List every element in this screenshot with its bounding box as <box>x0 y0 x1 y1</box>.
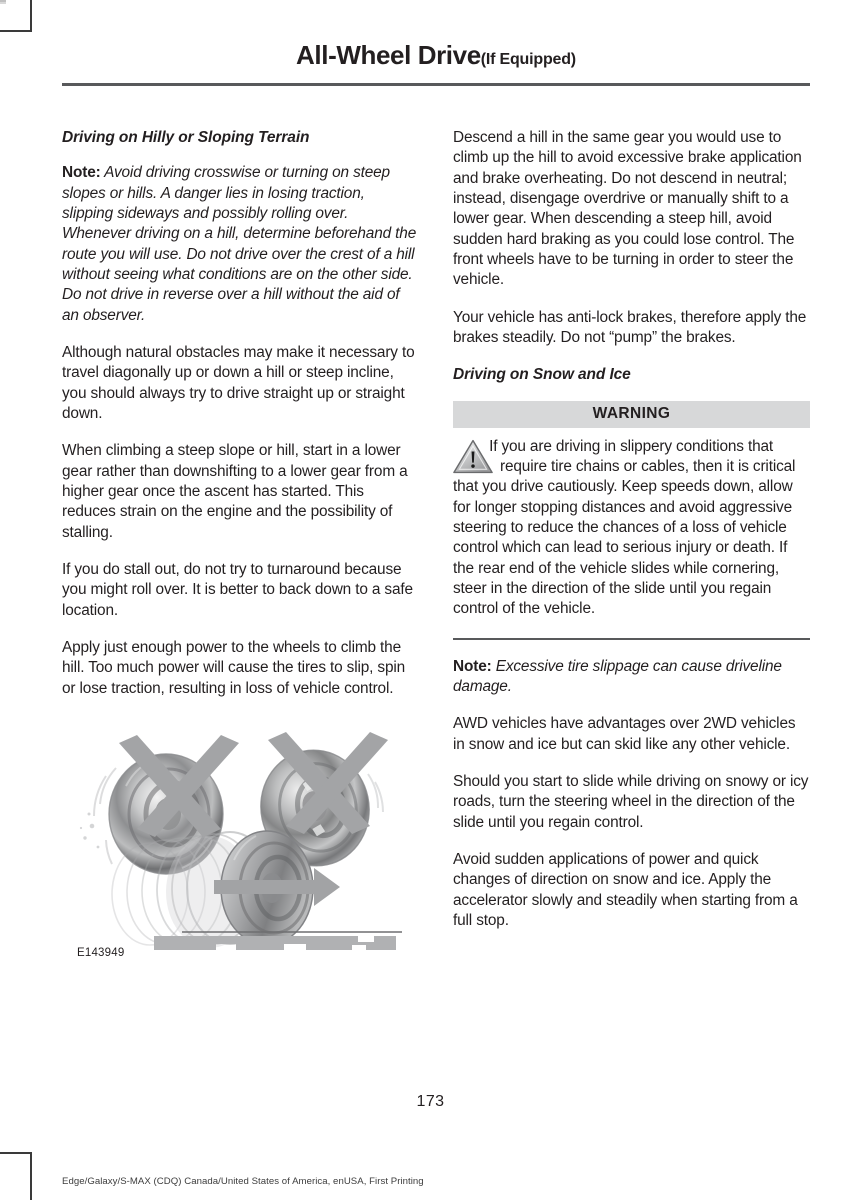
paragraph-awd-advantages: AWD vehicles have advantages over 2WD vehicles in snow and ice but can skid like any other vehicle. <box>453 715 796 753</box>
wheel-traction-diagram <box>62 716 419 961</box>
note-body-right: Excessive tire slippage can cause driveline damage. <box>453 657 782 695</box>
warning-triangle-icon <box>453 439 493 475</box>
note-tire-slippage <box>453 657 810 698</box>
footer-imprint: Edge/Galaxy/S-MAX (CDQ) Canada/United States of America, enUSA, First Printing <box>62 1176 424 1187</box>
note-label: Note: <box>62 164 101 182</box>
note-hilly-terrain <box>62 163 419 326</box>
warning-banner: WARNING <box>453 401 810 428</box>
page-columns <box>62 128 810 961</box>
page-title <box>62 42 810 68</box>
paragraph-climbing-slope: When climbing a steep slope or hill, start in a lower gear rather than downshifting to a lower gear from a higher gear once the ascent has started. This reduces strain on the engine and the possibility of stalling. <box>62 442 408 541</box>
note-body: Avoid driving crosswise or turning on steep slopes or hills. A danger lies in losing traction, slipping sideways and possibly rolling over. Whenever driving on a hill, determine beforehand the route you will use. Do not drive over the crest of a hill without seeing what conditions are on the other side. Do not drive in reverse over a hill without the aid of an observer. <box>62 164 417 324</box>
header-divider <box>62 83 810 86</box>
paragraph-start-to-slide: Should you start to slide while driving on snowy or icy roads, turn the steering wheel in the direction of the slide until you regain control. <box>453 772 809 831</box>
page-number: 173 <box>416 1093 445 1110</box>
page-header <box>62 42 810 86</box>
chapter-title-qualifier: (If Equipped) <box>480 51 576 68</box>
figure-id-label: E143949 <box>77 946 125 959</box>
left-column <box>62 128 419 961</box>
section-heading-hilly-terrain: Driving on Hilly or Sloping Terrain <box>62 129 310 146</box>
note-label-right: Note: <box>453 657 492 675</box>
paragraph-apply-power: Apply just enough power to the wheels to climb the hill. Too much power will cause the tires to slip, spin or lose traction, resulting in loss of vehicle control. <box>62 638 406 697</box>
right-column <box>453 128 810 961</box>
paragraph-antilock-brakes: Your vehicle has anti-lock brakes, therefore apply the brakes steadily. Do not “pump” the brakes. <box>453 308 807 346</box>
section-heading-snow-and-ice: Driving on Snow and Ice <box>453 366 631 384</box>
warning-divider <box>453 638 810 640</box>
warning-text-body: If you are driving in slippery conditions that require tire chains or cables, then it is critical that you drive cautiously. Keep speeds down, allow for longer stopping distances and avoid aggressive steering to reduce the chances of a loss of vehicle control which can lead to serious injury or death. If the rear end of the vehicle slides while cornering, steer in the direction of the slide until you regain control of the vehicle. <box>453 437 796 618</box>
warning-text <box>453 437 810 620</box>
chapter-title-text: All-Wheel Drive <box>296 40 481 70</box>
crop-mark-top-left <box>0 0 32 32</box>
paragraph-stall-out: If you do stall out, do not try to turnaround because you might roll over. It is better to back down to a safe location. <box>62 560 413 619</box>
paragraph-natural-obstacles: Although natural obstacles may make it necessary to travel diagonally up or down a hill or steep incline, you should always try to drive straight up or straight down. <box>62 344 415 422</box>
crop-mark-bottom-left <box>0 1152 32 1200</box>
paragraph-descend-hill: Descend a hill in the same gear you would use to climb up the hill to avoid excessive brake application and brake overheating. Do not descend in neutral; instead, disengage overdrive or manually shift to a lower gear. When descending a steep hill, avoid sudden hard braking as you could lose control. The front wheels have to be turning in order to steer the vehicle. <box>453 129 802 289</box>
illustration-wheel-traction <box>62 716 419 961</box>
paragraph-avoid-sudden-power: Avoid sudden applications of power and quick changes of direction on snow and ice. Apply the accelerator slowly and steadily when starting from a full stop. <box>453 850 798 929</box>
